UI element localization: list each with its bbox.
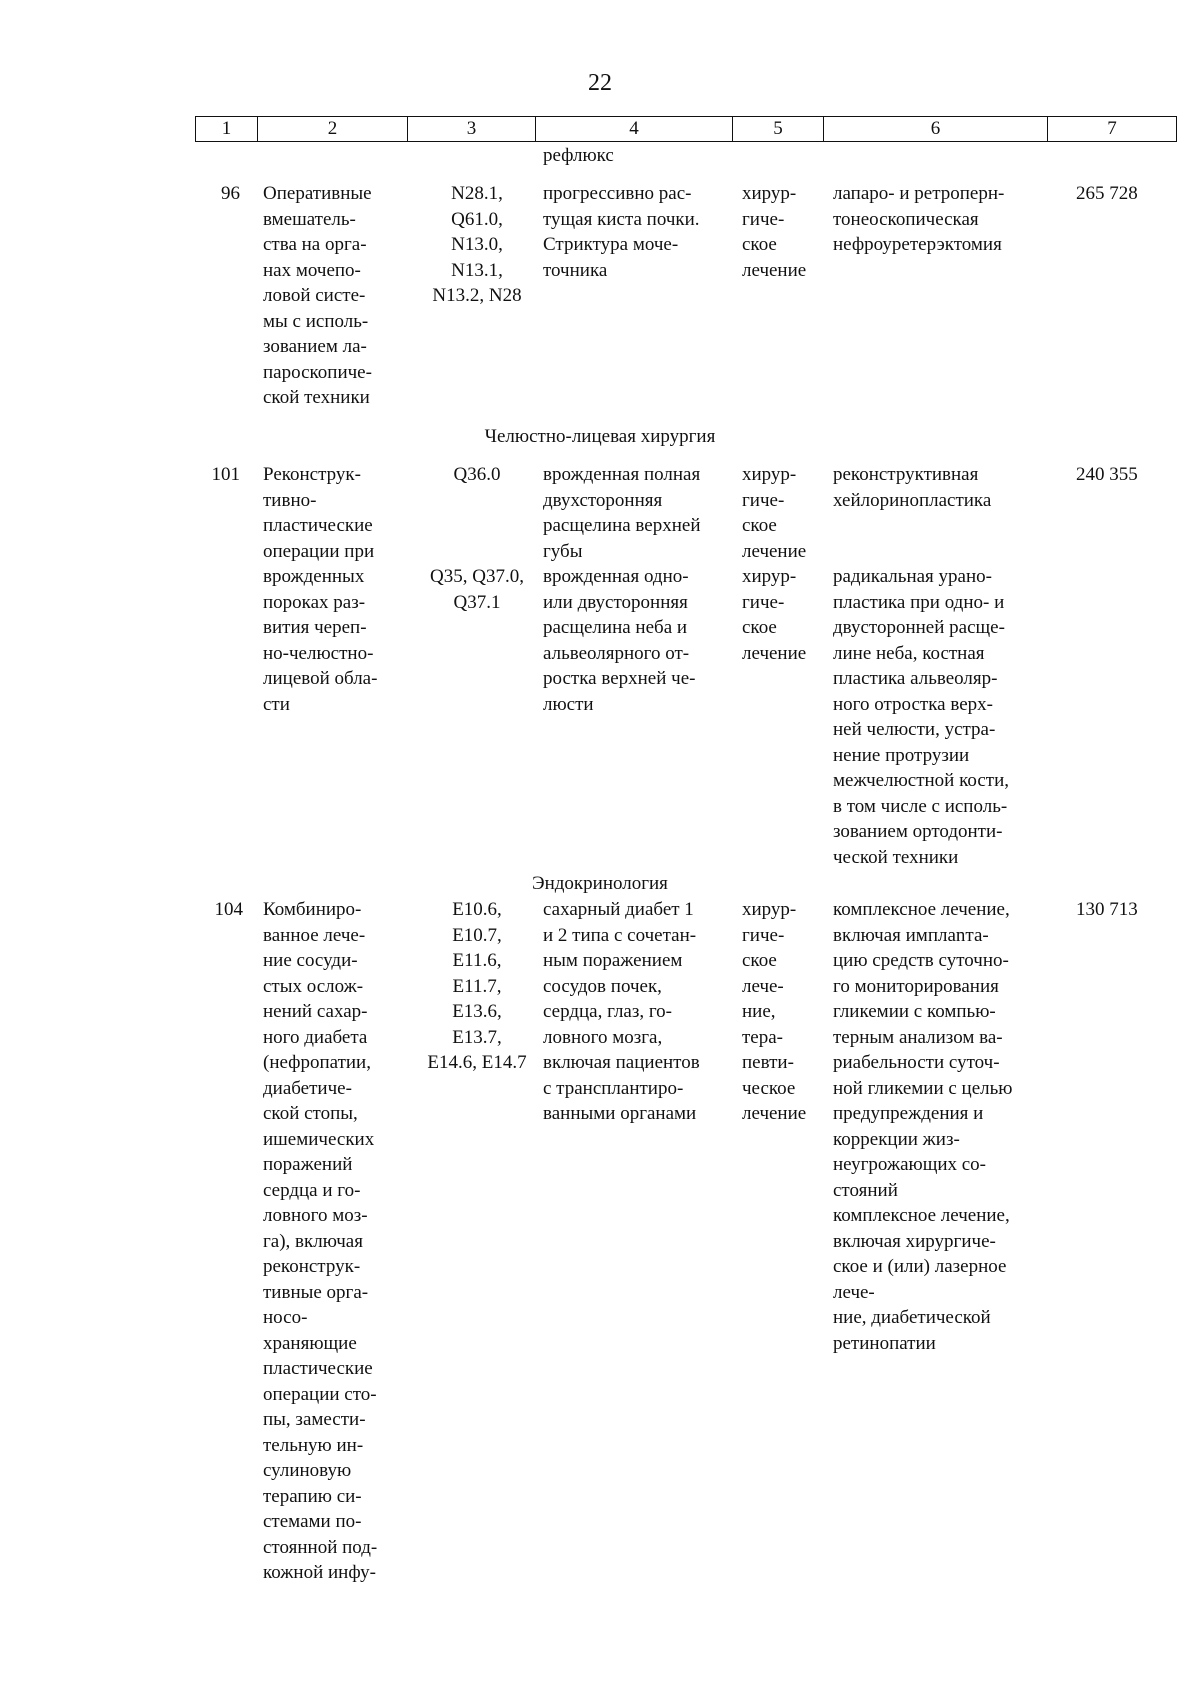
column-number-3: 3 bbox=[408, 117, 536, 142]
row-104-model: сахарный диабет 1 и 2 типа с сочетан- ным поражением сосудов почек, сердца, глаз, го- ловного мозга, включая пациентов с трансплантиро- ванными органами bbox=[543, 899, 700, 1124]
column-number-6: 6 bbox=[824, 117, 1048, 142]
row-96-name: Оперативные вмешатель- ства на орга- нах мочепо- ловой систе- мы с исполь- зованием ла- пароскопиче- ской техники bbox=[263, 183, 372, 408]
row-104-method: комплексное лечение, включая имплanта- цию средств суточно- го мониторирования гликемии с компью- терным анализом ва- риабельности суточ- ной гликемии с целью предупреждения и коррекции жиз- неугрожающих со- стояний комплексное лечение, включая хирургиче- ское и (или) лазерное лече- ние, диабетической ретинопатии bbox=[833, 899, 1013, 1354]
row-101-name: Реконструк- тивно- пластические операции при врожденных пороках раз- вития череп- но-челюстно- лицевой обла- сти bbox=[263, 464, 378, 715]
row-101-treatment-a: хирур- гиче- ское лечение bbox=[742, 464, 807, 562]
section-heading-maxillofacial: Челюстно-лицевая хирургия bbox=[484, 426, 716, 447]
row-96-cost: 265 728 bbox=[1076, 183, 1138, 204]
page-number: 22 bbox=[588, 70, 612, 96]
row-104-cost: 130 713 bbox=[1076, 899, 1138, 920]
row-96-codes: N28.1, Q61.0, N13.0, N13.1, N13.2, N28 bbox=[432, 183, 522, 306]
continuation-text: рефлюкс bbox=[543, 145, 614, 166]
row-101-method-b: радикальная урано- пластика при одно- и двусторонней расще- лине неба, костная пластика альвеоляр- ного отростка верх- ней челюсти, устра- нение протрузии межчелюстной кости, в том числе с исполь- зованием ортодонти- ческой техники bbox=[833, 566, 1009, 868]
row-96-method: лапаро- и ретроперн- тонеоскопическая нефроуретерэктомия bbox=[833, 183, 1005, 255]
row-101-codes-b: Q35, Q37.0, Q37.1 bbox=[430, 566, 524, 613]
column-number-2: 2 bbox=[258, 117, 408, 142]
row-104-number: 104 bbox=[214, 899, 243, 920]
section-heading-endocrinology: Эндокринология bbox=[532, 873, 668, 894]
row-96-number: 96 bbox=[221, 183, 240, 204]
row-104-treatment: хирур- гиче- ское лече- ние, тера- певти- ческое лечение bbox=[742, 899, 807, 1124]
column-number-5: 5 bbox=[733, 117, 824, 142]
row-101-number: 101 bbox=[211, 464, 240, 485]
row-101-cost: 240 355 bbox=[1076, 464, 1138, 485]
row-104-codes: E10.6, E10.7, E11.6, E11.7, E13.6, E13.7, E14.6, E14.7 bbox=[427, 899, 527, 1073]
row-101-codes-a: Q36.0 bbox=[453, 464, 501, 485]
column-number-1: 1 bbox=[196, 117, 258, 142]
row-101-treatment-b: хирур- гиче- ское лечение bbox=[742, 566, 807, 664]
row-104-name: Комбиниро- ванное лече- ние сосуди- стых ослож- нений сахар- ного диабета (нефропатии, диабетиче- ской стопы, ишемических поражений сердца и го- ловного моз- га), включая реконструк- тивные орга- носо- храняющие пластические операции сто- пы, замести- тельную ин- сулиновую терапию си- стемами по- стоянной под- кожной инфу- bbox=[263, 899, 378, 1583]
row-101-model-b: врожденная одно- или двусторонняя расщелина неба и альвеолярного от- ростка верхней че- люсти bbox=[543, 566, 696, 715]
column-header-row bbox=[195, 116, 1177, 142]
column-number-4: 4 bbox=[536, 117, 733, 142]
row-96-treatment: хирур- гиче- ское лечение bbox=[742, 183, 807, 281]
row-101-model-a: врожденная полная двухсторонняя расщелина верхней губы bbox=[543, 464, 701, 562]
column-number-7: 7 bbox=[1048, 117, 1177, 142]
row-96-model: прогрессивно рас- тущая киста почки. Стриктура моче- точника bbox=[543, 183, 700, 281]
row-101-method-a: реконструктивная хейлоринопластика bbox=[833, 464, 992, 511]
